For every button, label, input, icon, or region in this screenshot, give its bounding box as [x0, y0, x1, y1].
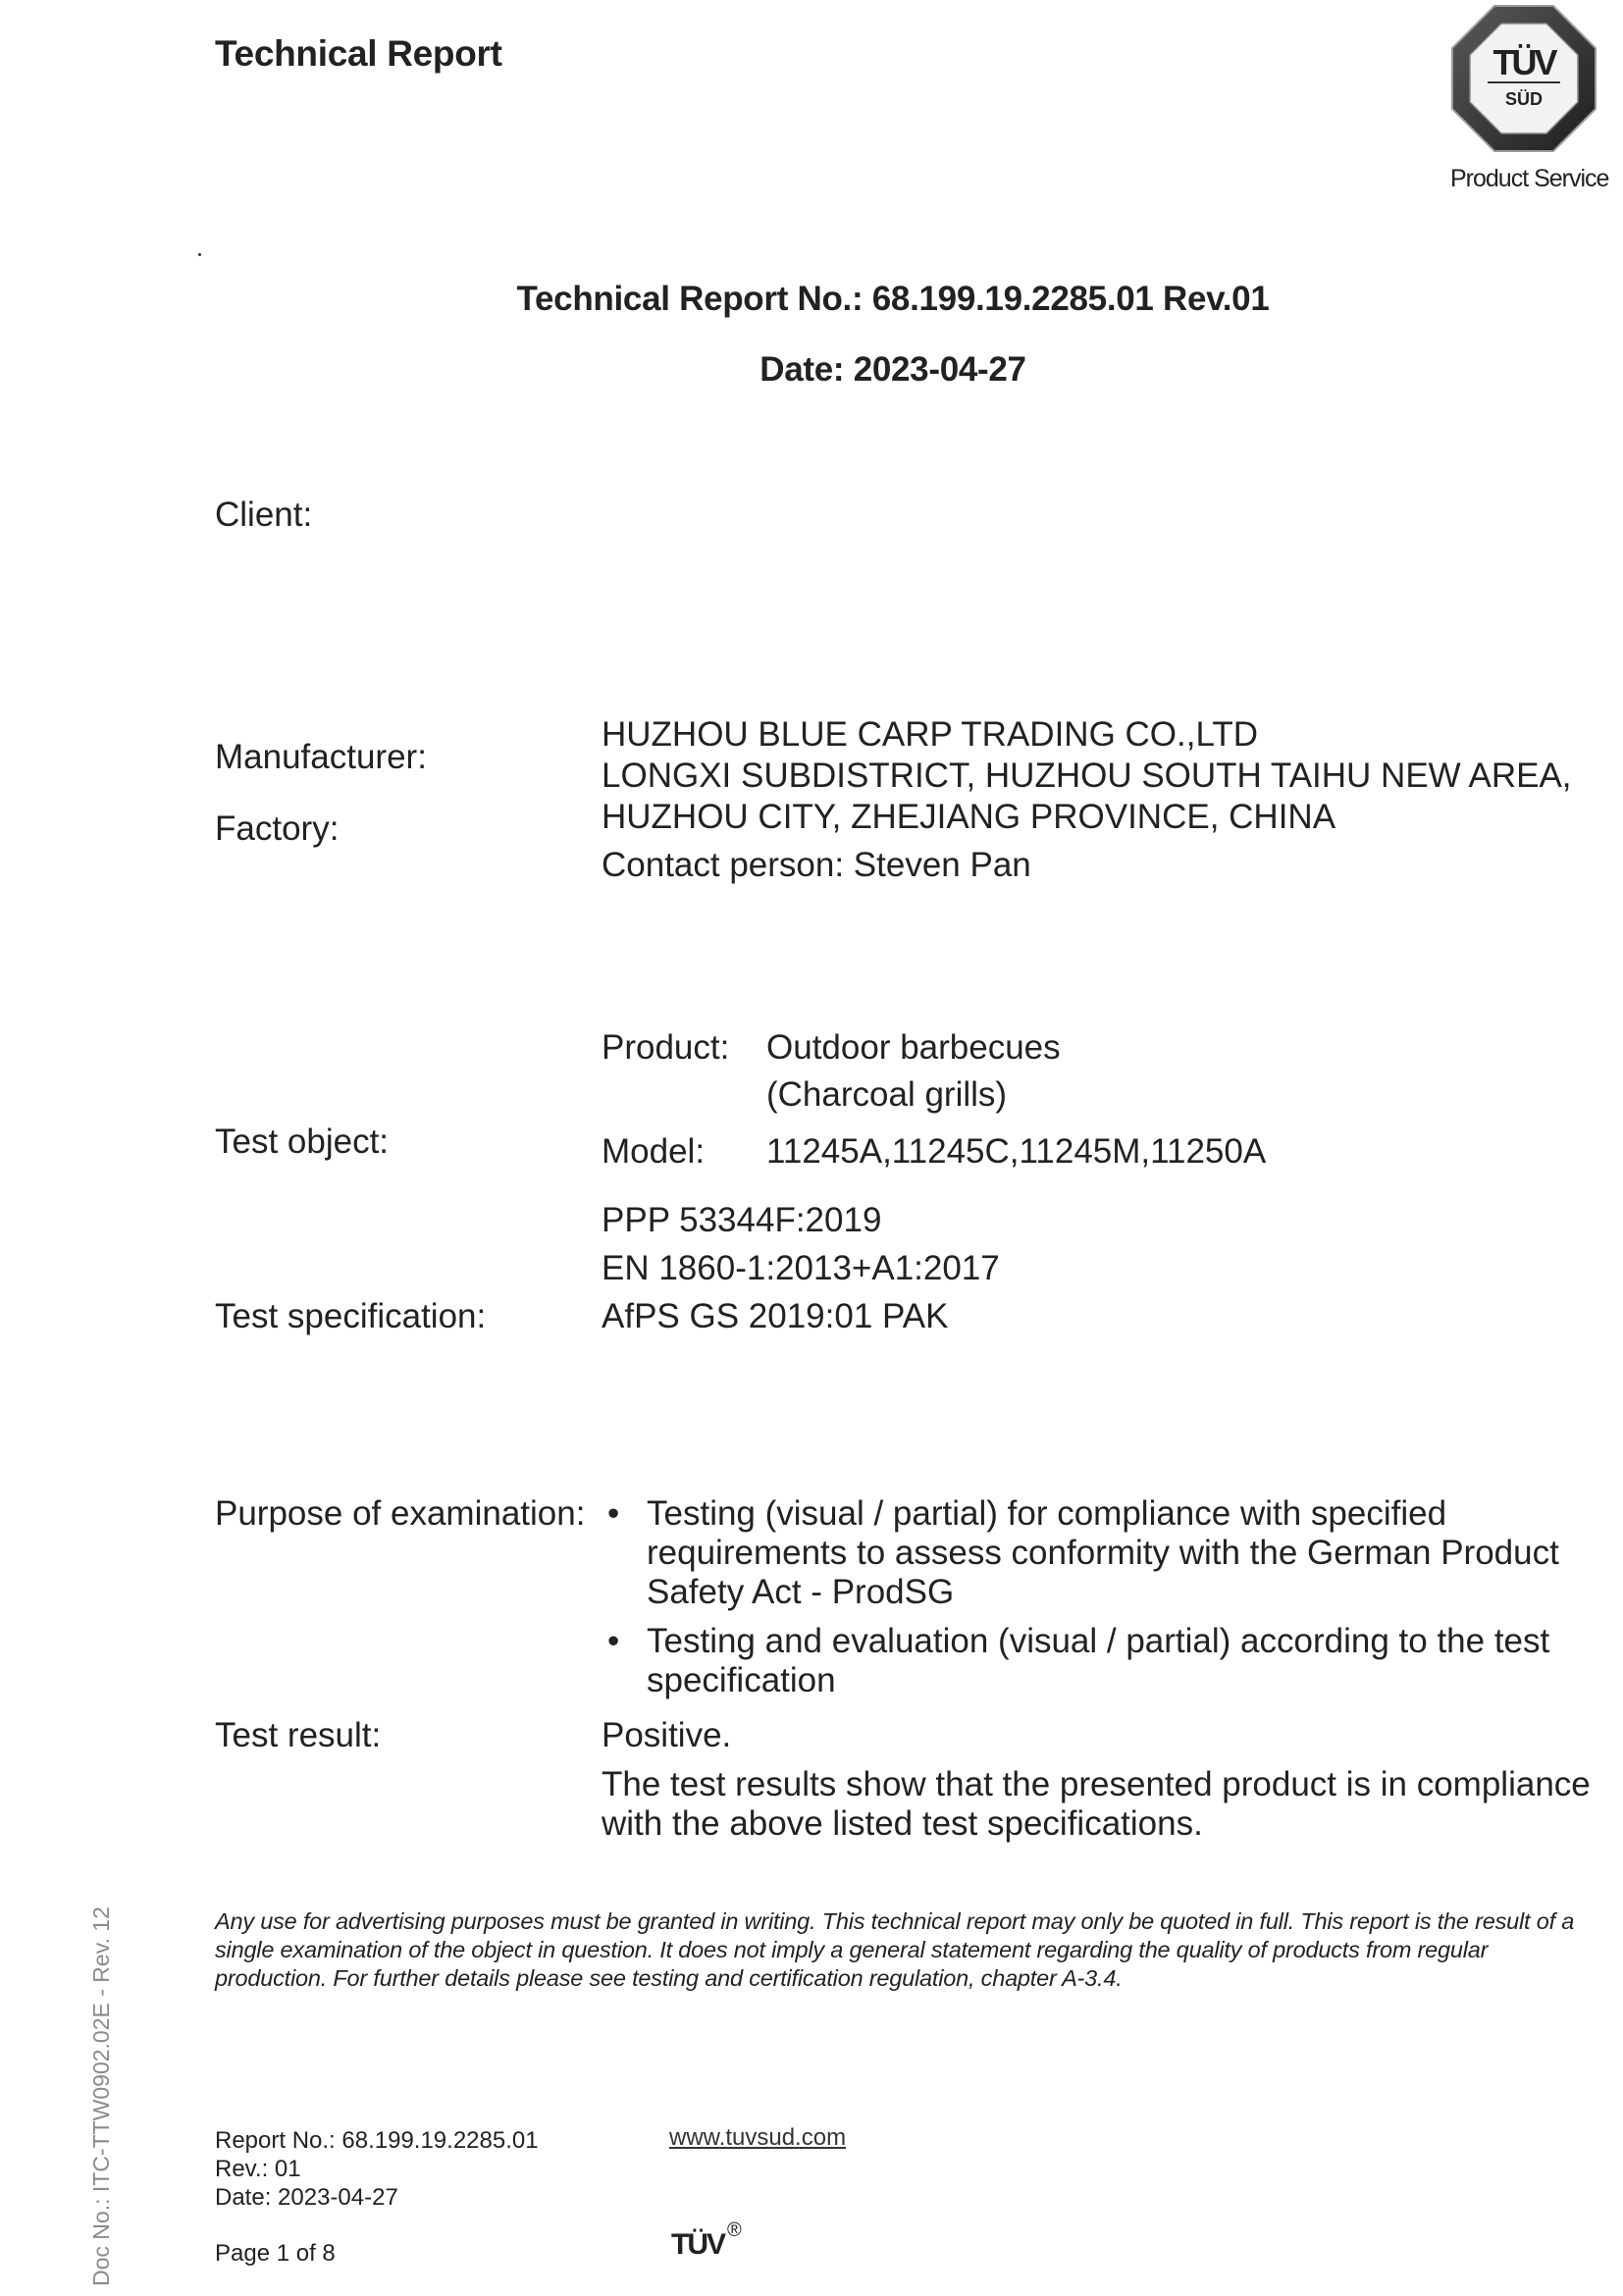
purpose-item-1-line-2: requirements to assess conformity with the German Product	[647, 1534, 1559, 1572]
address-line-1: LONGXI SUBDISTRICT, HUZHOU SOUTH TAIHU NEW AREA,	[602, 757, 1572, 795]
company-name: HUZHOU BLUE CARP TRADING CO.,LTD	[602, 715, 1258, 754]
model-label: Model:	[602, 1132, 706, 1171]
address-line-2: HUZHOU CITY, ZHEJIANG PROVINCE, CHINA	[602, 798, 1336, 836]
model-value: 11245A,11245C,11245M,11250A	[766, 1132, 1267, 1171]
test-result-detail-2: with the above listed test specifications.	[602, 1804, 1203, 1843]
report-number: Technical Report No.: 68.199.19.2285.01 Rev.01	[516, 280, 1270, 318]
svg-text:SÜD: SÜD	[1504, 89, 1544, 109]
purpose-item-2-line-2: specification	[647, 1661, 836, 1699]
website-link[interactable]: www.tuvsud.com	[669, 2124, 847, 2151]
tuv-sud-logo-icon	[1450, 4, 1597, 153]
test-result-detail-1: The test results show that the presented product is in compliance	[602, 1765, 1591, 1803]
factory-label: Factory:	[215, 809, 340, 848]
spec-value-2: EN 1860-1:2013+A1:2017	[602, 1249, 1000, 1287]
footer-date: Date: 2023-04-27	[215, 2184, 398, 2211]
footer-page-number: Page 1 of 8	[215, 2240, 336, 2267]
footer-report-no: Report No.: 68.199.19.2285.01	[215, 2127, 539, 2154]
tuv-mark-text: TÜV	[671, 2228, 724, 2261]
report-date: Date: 2023-04-27	[759, 350, 1026, 389]
tuv-mark-icon	[671, 2219, 742, 2262]
bullet-icon: •	[607, 1622, 620, 1660]
product-value-sub: (Charcoal grills)	[766, 1075, 1008, 1114]
test-specification-label: Test specification:	[215, 1297, 487, 1335]
test-object-label: Test object:	[215, 1122, 390, 1161]
footer-rev: Rev.: 01	[215, 2156, 301, 2182]
disclaimer-text: Any use for advertising purposes must be granted in writing. This technical report may only be quoted in full. This report is the result of a single examination of the object in question. It does not imply a general statement regarding the quality of products from regular production. For further details please see testing and certification regulation, chapter A-3.4.	[215, 1908, 1575, 1991]
logo-caption: Product Service	[1450, 165, 1609, 192]
product-value: Outdoor barbecues	[766, 1028, 1061, 1067]
purpose-item-1-line-1: Testing (visual / partial) for compliance with specified	[647, 1494, 1447, 1533]
svg-text:TÜV: TÜV	[1492, 42, 1555, 82]
product-label: Product:	[602, 1028, 730, 1067]
registered-mark: ®	[727, 2219, 742, 2241]
purpose-item-2-line-1: Testing and evaluation (visual / partial) according to the test	[647, 1622, 1550, 1660]
purpose-item-1-line-3: Safety Act - ProdSG	[647, 1573, 955, 1611]
document-header-title: Technical Report	[215, 33, 502, 74]
bullet-icon: •	[607, 1494, 620, 1533]
side-doc-number: Doc No.: ITC-TTW0902.02E - Rev. 12	[88, 1906, 114, 2286]
spec-value-1: PPP 53344F:2019	[602, 1201, 882, 1239]
client-label: Client:	[215, 496, 313, 534]
spec-value-3: AfPS GS 2019:01 PAK	[602, 1297, 949, 1335]
test-result-label: Test result:	[215, 1716, 382, 1754]
stray-dot	[198, 253, 201, 256]
purpose-label: Purpose of examination:	[215, 1494, 586, 1533]
contact-person: Contact person: Steven Pan	[602, 846, 1031, 884]
manufacturer-label: Manufacturer:	[215, 738, 427, 776]
test-result-value: Positive.	[602, 1716, 732, 1754]
